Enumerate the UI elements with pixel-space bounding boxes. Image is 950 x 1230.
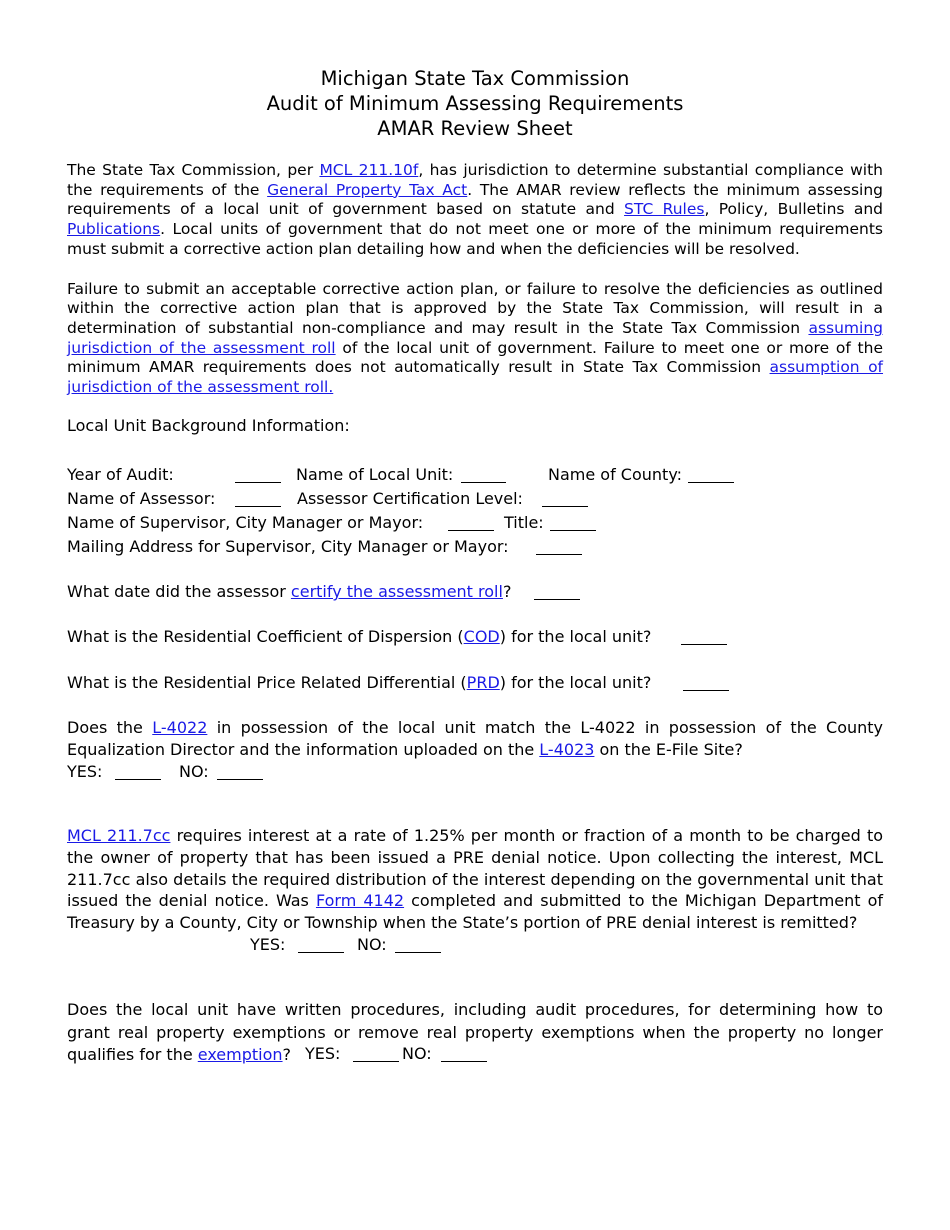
yes-label: YES: [67,762,103,781]
supervisor-field[interactable] [448,516,494,531]
yes-label: YES: [305,1044,341,1063]
text-span: requires interest at a rate of 1.25% per month or fraction of a month to be charged to the owner of property that has been issued a PRE denial notice. Upon collecting the interest, MCL 211.7cc also details the required distribution of the interest depending on the governmental unit that issued the denial notice. Was [67,826,884,911]
assessor-label: Name of Assessor: [67,489,216,508]
yes-label: YES: [250,935,286,954]
link-l-4022[interactable]: L-4022 [152,718,208,737]
local-unit-row [296,465,453,485]
year-of-audit-row [67,465,174,485]
assessor-field[interactable] [235,492,281,507]
document-header [67,66,883,141]
text-span: Does the [67,718,153,737]
pre-no-field[interactable] [395,938,441,953]
pre-no-row [357,935,387,955]
link-cod[interactable]: COD [463,627,500,646]
text-span: ? [282,1045,292,1064]
header-line-2: Audit of Minimum Assessing Requirements [266,92,684,115]
header-line-3: AMAR Review Sheet [377,117,573,140]
text-span: What is the Residential Price Related Differential ( [67,673,467,692]
text-span: , has jurisdiction to determine substantial compliance with the requirements of the [67,161,883,199]
title-label: Title: [504,513,544,532]
mailing-label: Mailing Address for Supervisor, City Manager or Mayor: [67,537,509,556]
text-span: , Policy, Bulletins and [704,200,883,219]
text-span: ) for the local unit? [499,627,652,646]
l4022-yes-field[interactable] [115,765,161,780]
link-general-property-tax-act[interactable]: General Property Tax Act [267,180,468,199]
question-pre-interest [67,825,883,934]
section-heading: Local Unit Background Information: [67,416,350,435]
question-prd [67,673,651,693]
text-span: . Local units of government that do not meet one or more of the minimum requirements must submit a corrective action plan detailing how and when the deficiencies will be resolved. [67,220,883,258]
county-row [548,465,682,485]
title-field[interactable] [550,516,596,531]
year-of-audit-field[interactable] [235,468,281,483]
cert-level-label: Assessor Certification Level: [297,489,523,508]
cod-field[interactable] [681,630,727,645]
local-unit-label: Name of Local Unit: [296,465,454,484]
county-label: Name of County: [548,465,683,484]
link-certify-assessment-roll[interactable]: certify the assessment roll [290,582,503,601]
certify-date-field[interactable] [534,585,580,600]
mailing-field[interactable] [536,540,582,555]
text-span: ) for the local unit? [499,673,652,692]
mailing-row [67,537,509,557]
cert-level-row [297,489,523,509]
link-mcl-211-10f[interactable]: MCL 211.10f [319,161,419,179]
text-span: Does the local unit have written procedures, including audit procedures, for determining how to grant real property exemptions or remove real property exemptions when the property no longer qualifies for the [67,1000,883,1064]
link-exemption[interactable]: exemption [197,1045,283,1064]
prd-field[interactable] [683,676,729,691]
question-certify-date [67,582,511,602]
exemption-no-field[interactable] [441,1047,487,1062]
link-l-4023[interactable]: L-4023 [539,740,595,759]
text-span: The State Tax Commission, per [67,161,320,179]
text-span: on the E-File Site? [594,740,743,759]
link-form-4142[interactable]: Form 4142 [315,891,405,911]
intro-paragraph-1 [67,161,883,260]
title-row [504,513,544,533]
question-l4022 [67,717,883,761]
link-assumption-of-jurisdiction[interactable]: assumption of jurisdiction of the assessment roll. [67,358,884,397]
county-field[interactable] [688,468,734,483]
local-unit-field[interactable] [461,468,506,483]
l4022-no-row [179,762,209,782]
link-mcl-211-7cc[interactable]: MCL 211.7cc [67,826,171,845]
exemption-yes-row [305,1044,340,1064]
supervisor-row [67,513,423,533]
intro-paragraph-2 [67,280,883,398]
l4022-yes-no-row [67,762,102,782]
l4022-no-field[interactable] [217,765,263,780]
pre-yes-field[interactable] [298,938,344,953]
text-span: of the local unit of government. Failure to meet one or more of the minimum AMAR requirements does not automatically result in State Tax Commission [67,338,883,377]
no-label: NO: [179,762,209,781]
year-of-audit-label: Year of Audit: [67,465,174,484]
text-span: in possession of the local unit match the L-4022 in possession of the County Equalization Director and the information uploaded on the [67,718,884,759]
pre-yes-row [250,935,285,955]
link-publications[interactable]: Publications [67,220,161,239]
no-label: NO: [402,1044,432,1063]
text-span: completed and submitted to the Michigan Department of Treasury by a County, City or Township when the State’s portion of PRE denial interest is remitted? [67,891,884,933]
header-line-1: Michigan State Tax Commission [320,67,630,90]
exemption-yes-field[interactable] [353,1047,399,1062]
link-prd[interactable]: PRD [466,673,500,692]
cert-level-field[interactable] [542,492,588,507]
supervisor-label: Name of Supervisor, City Manager or Mayor: [67,513,424,532]
text-span: What is the Residential Coefficient of Dispersion ( [67,627,464,646]
link-assuming-jurisdiction[interactable]: assuming jurisdiction of the assessment roll [67,318,883,357]
assessor-row [67,489,215,509]
exemption-no-row [402,1044,432,1064]
question-cod [67,627,651,647]
text-span: ? [502,582,512,601]
no-label: NO: [357,935,387,954]
text-span: Failure to submit an acceptable corrective action plan, or failure to resolve the deficiencies as outlined within the corrective action plan that is approved by the State Tax Commission, will result in a determination of substantial non-compliance and may result in the State Tax Commission [67,279,883,337]
link-stc-rules[interactable]: STC Rules [624,200,705,219]
text-span: . The AMAR review reflects the minimum assessing requirements of a local unit of government based on statute and [67,180,883,219]
text-span: What date did the assessor [67,582,291,601]
document-page [67,66,883,398]
